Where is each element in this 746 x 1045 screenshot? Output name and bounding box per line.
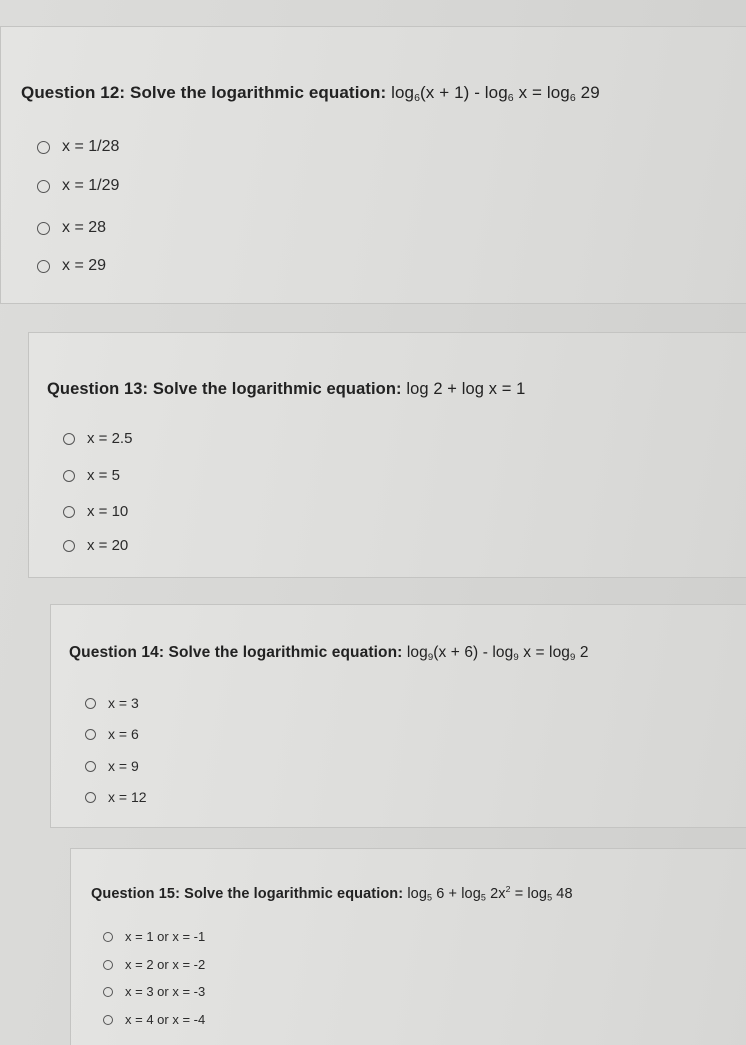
answer-option[interactable]	[85, 758, 139, 774]
question-card-14	[50, 604, 746, 828]
answer-option[interactable]	[85, 695, 139, 711]
question-card-15	[70, 848, 746, 1045]
option-label: x = 6	[108, 726, 139, 742]
radio-button[interactable]	[103, 932, 113, 942]
question-number: Question 13:	[47, 380, 149, 398]
answer-option[interactable]	[85, 789, 147, 805]
question-card-12	[0, 26, 746, 304]
option-label: x = 9	[108, 758, 139, 774]
radio-button[interactable]	[85, 792, 96, 803]
option-label: x = 2 or x = -2	[125, 957, 206, 972]
question-heading	[21, 83, 600, 104]
option-label: x = 10	[87, 503, 129, 520]
radio-button[interactable]	[63, 433, 75, 445]
question-equation: $\log_9(x + 6) - \log_9 x = \log_9 2$	[406, 644, 589, 663]
option-label: x = 4 or x = -4	[125, 1012, 206, 1027]
radio-button[interactable]	[37, 260, 50, 273]
question-equation: log 2 + log x = 1	[406, 380, 526, 398]
answer-option[interactable]	[37, 177, 119, 195]
radio-button[interactable]	[103, 960, 113, 970]
radio-button[interactable]	[85, 729, 96, 740]
option-label: x = 28	[62, 219, 107, 236]
answer-option[interactable]	[103, 957, 205, 972]
question-prompt: Solve the logarithmic equation:	[130, 83, 387, 102]
question-equation: $\log_6(x + 1) - \log_6 x = \log_6 29$	[391, 83, 600, 105]
option-label: x = 1 or x = -1	[125, 929, 206, 944]
question-number: Question 15:	[91, 885, 181, 902]
option-label: x = 1/28	[62, 138, 120, 155]
question-prompt: Solve the logarithmic equation:	[152, 380, 402, 398]
radio-button[interactable]	[85, 761, 96, 772]
answer-option[interactable]	[103, 929, 205, 944]
answer-option[interactable]	[63, 537, 128, 554]
answer-option[interactable]	[63, 503, 128, 520]
option-label: x = 2.5	[87, 430, 133, 447]
answer-option[interactable]	[37, 219, 106, 237]
radio-button[interactable]	[85, 698, 96, 709]
radio-button[interactable]	[103, 987, 113, 997]
option-label: x = 5	[87, 467, 120, 484]
radio-button[interactable]	[63, 470, 75, 482]
question-number: Question 12:	[21, 83, 126, 102]
option-label: x = 12	[108, 789, 147, 805]
question-prompt: Solve the logarithmic equation:	[184, 885, 404, 902]
answer-option[interactable]	[103, 1012, 205, 1027]
option-label: x = 29	[62, 257, 107, 274]
question-heading	[69, 644, 589, 663]
radio-button[interactable]	[37, 141, 50, 154]
radio-button[interactable]	[103, 1015, 113, 1025]
radio-button[interactable]	[63, 506, 75, 518]
question-heading	[47, 380, 525, 399]
option-label: x = 1/29	[62, 177, 120, 194]
question-card-13	[28, 332, 746, 578]
answer-option[interactable]	[85, 726, 139, 742]
option-label: x = 20	[87, 537, 129, 554]
radio-button[interactable]	[63, 540, 75, 552]
radio-button[interactable]	[37, 222, 50, 235]
answer-option[interactable]	[37, 257, 106, 275]
question-heading	[91, 884, 573, 903]
option-label: x = 3	[108, 695, 139, 711]
answer-option[interactable]	[63, 467, 120, 484]
answer-option[interactable]	[63, 430, 132, 447]
radio-button[interactable]	[37, 180, 50, 193]
answer-option[interactable]	[37, 138, 119, 156]
answer-option[interactable]	[103, 984, 205, 999]
question-prompt: Solve the logarithmic equation:	[168, 644, 403, 661]
option-label: x = 3 or x = -3	[125, 984, 206, 999]
question-equation: $\log_5 6 + \log_5 2x^2 = \log_5 48$	[407, 884, 573, 903]
question-number: Question 14:	[69, 644, 165, 661]
